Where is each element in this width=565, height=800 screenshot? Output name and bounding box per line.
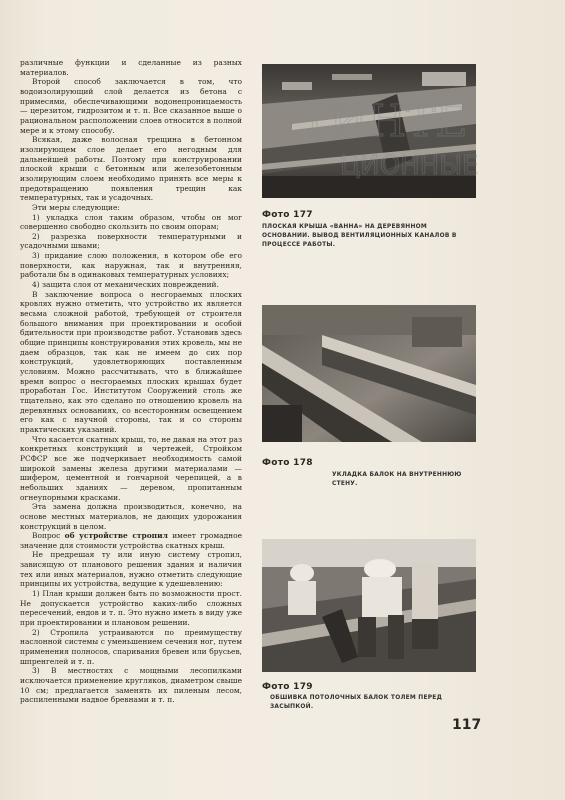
paragraph-text: Вопрос <box>32 531 65 541</box>
photo-177-title: Фото 177 <box>262 210 313 220</box>
photo-block-179 <box>262 539 476 712</box>
list-item: 1) План крыши должен быть по возможности прост. Не допускается устройство каких-либо сложных пересечений, ендов и т. п. Это нужно иметь в виду уже при проектировании и плановом решении. <box>20 589 242 628</box>
watermark-line-2: ЦИОННЫЕ <box>340 151 479 181</box>
paragraph: Всякая, даже волосная трещина в бетонном изолирующем слое делает его негодным для дальнейшей работы. Поэтому при конструировании плоской крыши с бетонным или железобетонным изолирующим слоем необходимо принять все меры к предотвращению появления трещин как температурных, так и усадочных. <box>20 135 242 203</box>
paragraph: В заключение вопроса о несгораемых плоских кровлях нужно отметить, что устройство их является весьма сложной работой, требующей от строителя большого внимания при проектировании и особой бдительности при производстве работ. Установив здесь общие принципы конструирования этих кровель, мы не даем образцов, так как не имеем до сих пор конструкций, удовлетворяющих поставленным условиям. Можно рассчитывать, что в ближайшее время вопрос о несгораемых плоских крышах будет проработан Гос. Институтом Сооружений столь же тщательно, как это сделано по отношению кровель на деревянных основаниях, со всесторонним освещением его как с научной стороны, так и со стороны практических указаний. <box>20 289 242 434</box>
bold-term: об устройстве стропил <box>64 531 168 541</box>
paragraph <box>20 531 242 550</box>
photo-177-caption: ПЛОСКАЯ КРЫША «ВАННА» НА ДЕРЕВЯННОМ ОСНОВАНИИ. ВЫВОД ВЕНТИЛЯЦИОННЫХ КАНАЛОВ В ПРОЦЕССЕ РАБОТЫ. <box>262 224 457 248</box>
photo-178-image <box>262 305 476 442</box>
photo-178-title: Фото 178 <box>262 458 313 468</box>
paragraph: Второй способ заключается в том, что водоизолирующий слой делается из бетона с примесями, обеспечивающими водонепроницаемость — церезитом, гидрозитом и т. п. Все сказанное выше о рациональном расположении слоев относится в полной мере и к этому способу. <box>20 77 242 135</box>
paragraph: различные функции и сделанные из разных материалов. <box>20 58 242 77</box>
photo-block-178 <box>262 305 476 489</box>
list-item: 4) защита слоя от механических повреждений. <box>32 280 219 290</box>
list-item: 2) разрезка поверхности температурными и усадочными швами; <box>20 231 242 251</box>
paragraph-text: имеет громадное значение для стоимости устройства скатных крыш. <box>20 531 243 550</box>
paragraph: Что касается скатных крыш, то, не давая на этот раз конкретных конструкций и чертежей, Стройком РСФСР все же подчеркивает необходимость самой широкой замены железа другими материалами — шифером, цементной и гончарной черепицей, а в небольших зданиях — деревом, пропитанным огнеупорными красками. <box>20 434 242 502</box>
paragraph: Не предрешая ту или иную систему стропил, зависящую от планового решения здания и наличия тех или иных материалов, нужно отметить следующие принципы их устройства, ведущие к удешевлению: <box>20 550 242 589</box>
paragraph: Эта замена должна производиться, конечно, на основе местных материалов, не дающих удорожания конструкций в целом. <box>20 502 242 531</box>
photo-179-title: Фото 179 <box>262 682 313 692</box>
list-item: 2) Стропила устраиваются по преимуществу наслонной системы с уменьшением сечения ног, путем применения полносов, спаривания бревен или брусьев, шпренгелей и т. п. <box>20 627 242 666</box>
photo-179-caption: ОБШИВКА ПОТОЛОЧНЫХ БАЛОК ТОЛЕМ ПЕРЕД ЗАСЫПКОЙ. <box>270 695 443 710</box>
photo-179-image <box>262 539 476 672</box>
photo-block-177 <box>262 64 476 250</box>
photo-178-caption: УКЛАДКА БАЛОК НА ВНУТРЕННЮЮ СТЕНУ. <box>332 472 462 487</box>
photo-177-image <box>262 64 476 198</box>
watermark-line-1: ТИНТЕ <box>300 96 468 147</box>
body-text-column <box>20 58 242 705</box>
list-item: 3) придание слою положения, в котором обе его поверхности, как наружная, так и внутренняя, работали бы в одинаковых температурных условиях; <box>20 251 242 280</box>
page-number: 117 <box>452 717 482 733</box>
paragraph: Эти меры следующие: <box>32 202 120 212</box>
list-item: 1) укладка слоя таким образом, чтобы он мог совершенно свободно скользить по своим опорам; <box>20 212 242 232</box>
list-item: 3) В местностях с мощными лесопилками исключается применение кругляков, диаметром свыше 10 см; предлагается заменять их пиленым лесом, распиленными надвое бревнами и т. п. <box>20 666 242 705</box>
